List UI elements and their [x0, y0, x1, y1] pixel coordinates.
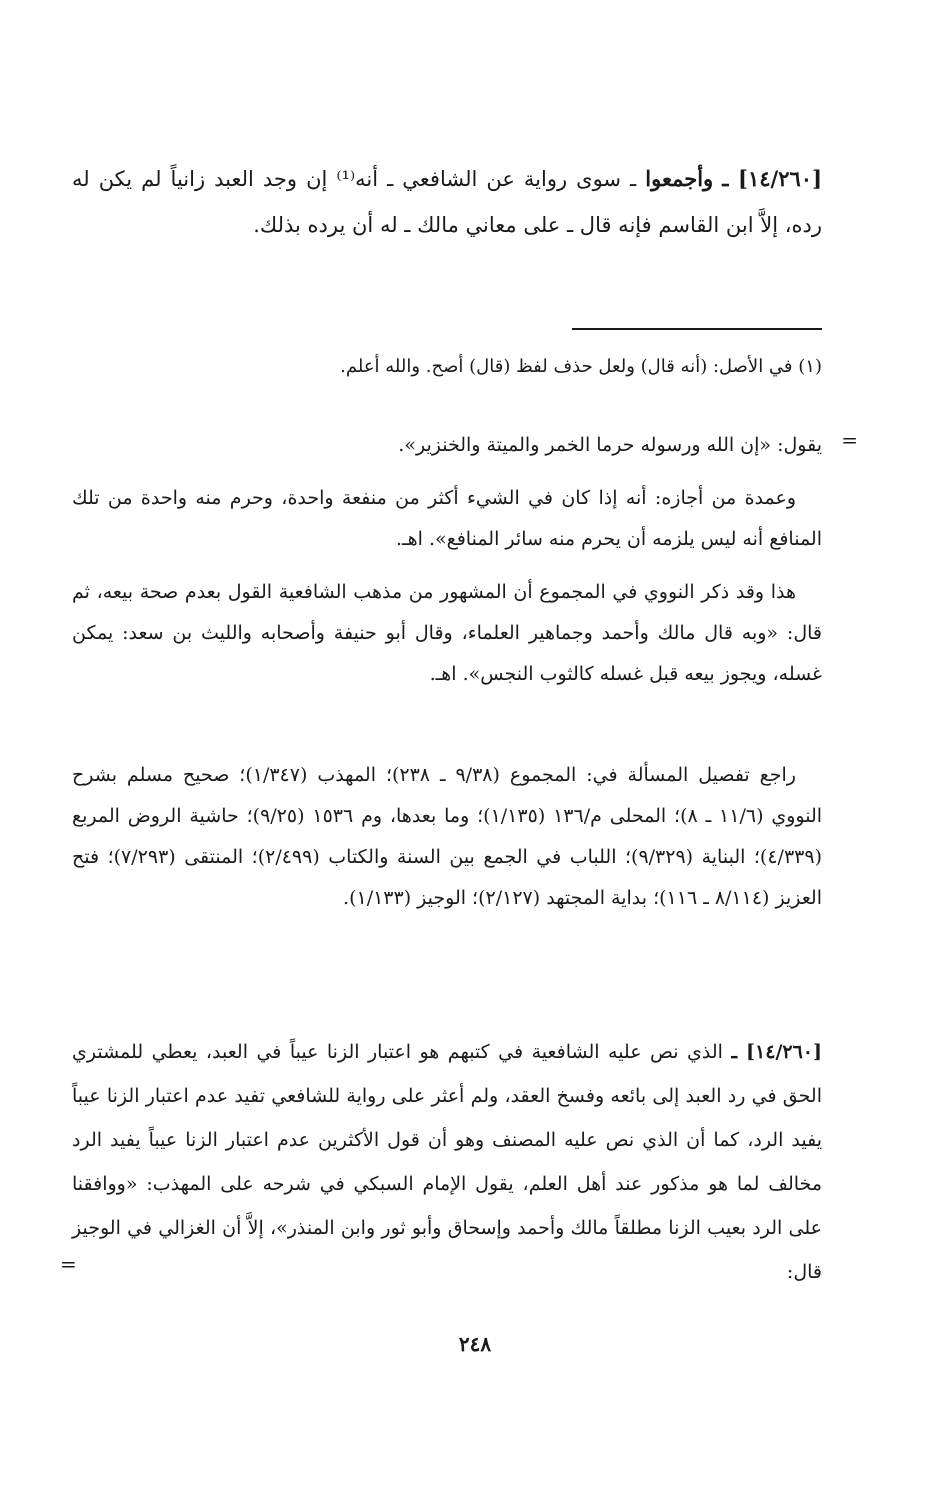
main-text-lead: وأجمعوا	[645, 166, 714, 191]
footnote-text: في الأصل: (أنه قال) ولعل حذف لفظ (قال) أصح. والله أعلم.	[340, 356, 793, 377]
main-text-ref: [١٤/٢٦٠] ـ	[722, 166, 823, 191]
commentary-paragraph-5-text: الذي نص عليه الشافعية في كتبهم هو اعتبار الزنا عيباً في العبد، يعطي للمشتري الحق في رد العبد إلى بائعه وفسخ العقد، ولم أعثر على رواية للشافعي تفيد عدم اعتبار الزنا عيباً يفيد الرد، كما أن الذي نص عليه المصنف وهو أن قول الأكثرين عدم اعتبار الزنا عيباً يفيد الرد مخالف لما هو مذكور عند أهل العلم، يقول الإمام السبكي في شرحه على المهذب: «ووافقنا على الرد بعيب الزنا مطلقاً مالك وأحمد وإسحاق وأبو ثور وابن المنذر»، إلاَّ أن الغزالي في الوجيز قال:	[72, 1041, 822, 1283]
commentary-paragraph-2: وعمدة من أجازه: أنه إذا كان في الشيء أكثر من منفعة واحدة، وحرم منه واحدة من تلك المنافع أنه ليس يلزمه أن يحرم منه سائر المنافع». اهـ.	[72, 487, 822, 550]
page-number: ٢٤٨	[458, 1332, 492, 1356]
commentary-paragraph-4: راجع تفصيل المسألة في: المجموع (٩/٣٨ ـ ٢٣٨)؛ المهذب (١/٣٤٧)؛ صحيح مسلم بشرح النووي (١١/٦ ـ ٨)؛ المحلى م/١٣٦ (١/١٣٥)؛ وما بعدها، وم ١٥٣٦ (٩/٢٥)؛ حاشية الروض المربع (٤/٣٣٩)؛ البناية (٩/٣٢٩)؛ اللباب في الجمع بين السنة والكتاب (٢/٤٩٩)؛ المنتقى (٧/٢٩٣)؛ فتح العزيز (٨/١١٤ ـ ١١٦)؛ بداية المجتهد (٢/١٢٧)؛ الوجيز (١/١٣٣).	[72, 764, 823, 909]
main-text	[72, 156, 822, 248]
commentary-paragraph-3: هذا وقد ذكر النووي في المجموع أن المشهور من مذهب الشافعية القول بعدم صحة بيعه، ثم قال: «وبه قال مالك وأحمد وجماهير العلماء، وقال أبو حنيفة وأصحابه والليث بن سعد: يمكن غسله، ويجوز بيعه قبل غسله كالثوب النجس». اهـ.	[72, 581, 822, 685]
commentary-paragraph-1: يقول: «إن الله ورسوله حرما الخمر والميتة والخنزير».	[398, 434, 822, 456]
footnote-divider	[572, 328, 822, 330]
continuation-mark-bottom: =	[60, 1252, 77, 1276]
commentary-paragraph-5	[72, 1030, 822, 1294]
commentary-paragraph-5-ref: [١٤/٢٦٠] ـ	[731, 1041, 823, 1063]
footnote	[72, 350, 822, 384]
continuation-mark-top: =	[841, 428, 858, 452]
main-text-body: ـ سوى رواية عن الشافعي ـ أنه⁽¹⁾ إن وجد العبد زانياً لم يكن له رده، إلاَّ ابن القاسم فإنه قال ـ على معاني مالك ـ له أن يرده بذلك.	[72, 167, 822, 237]
footnote-marker: (١)	[798, 356, 822, 377]
